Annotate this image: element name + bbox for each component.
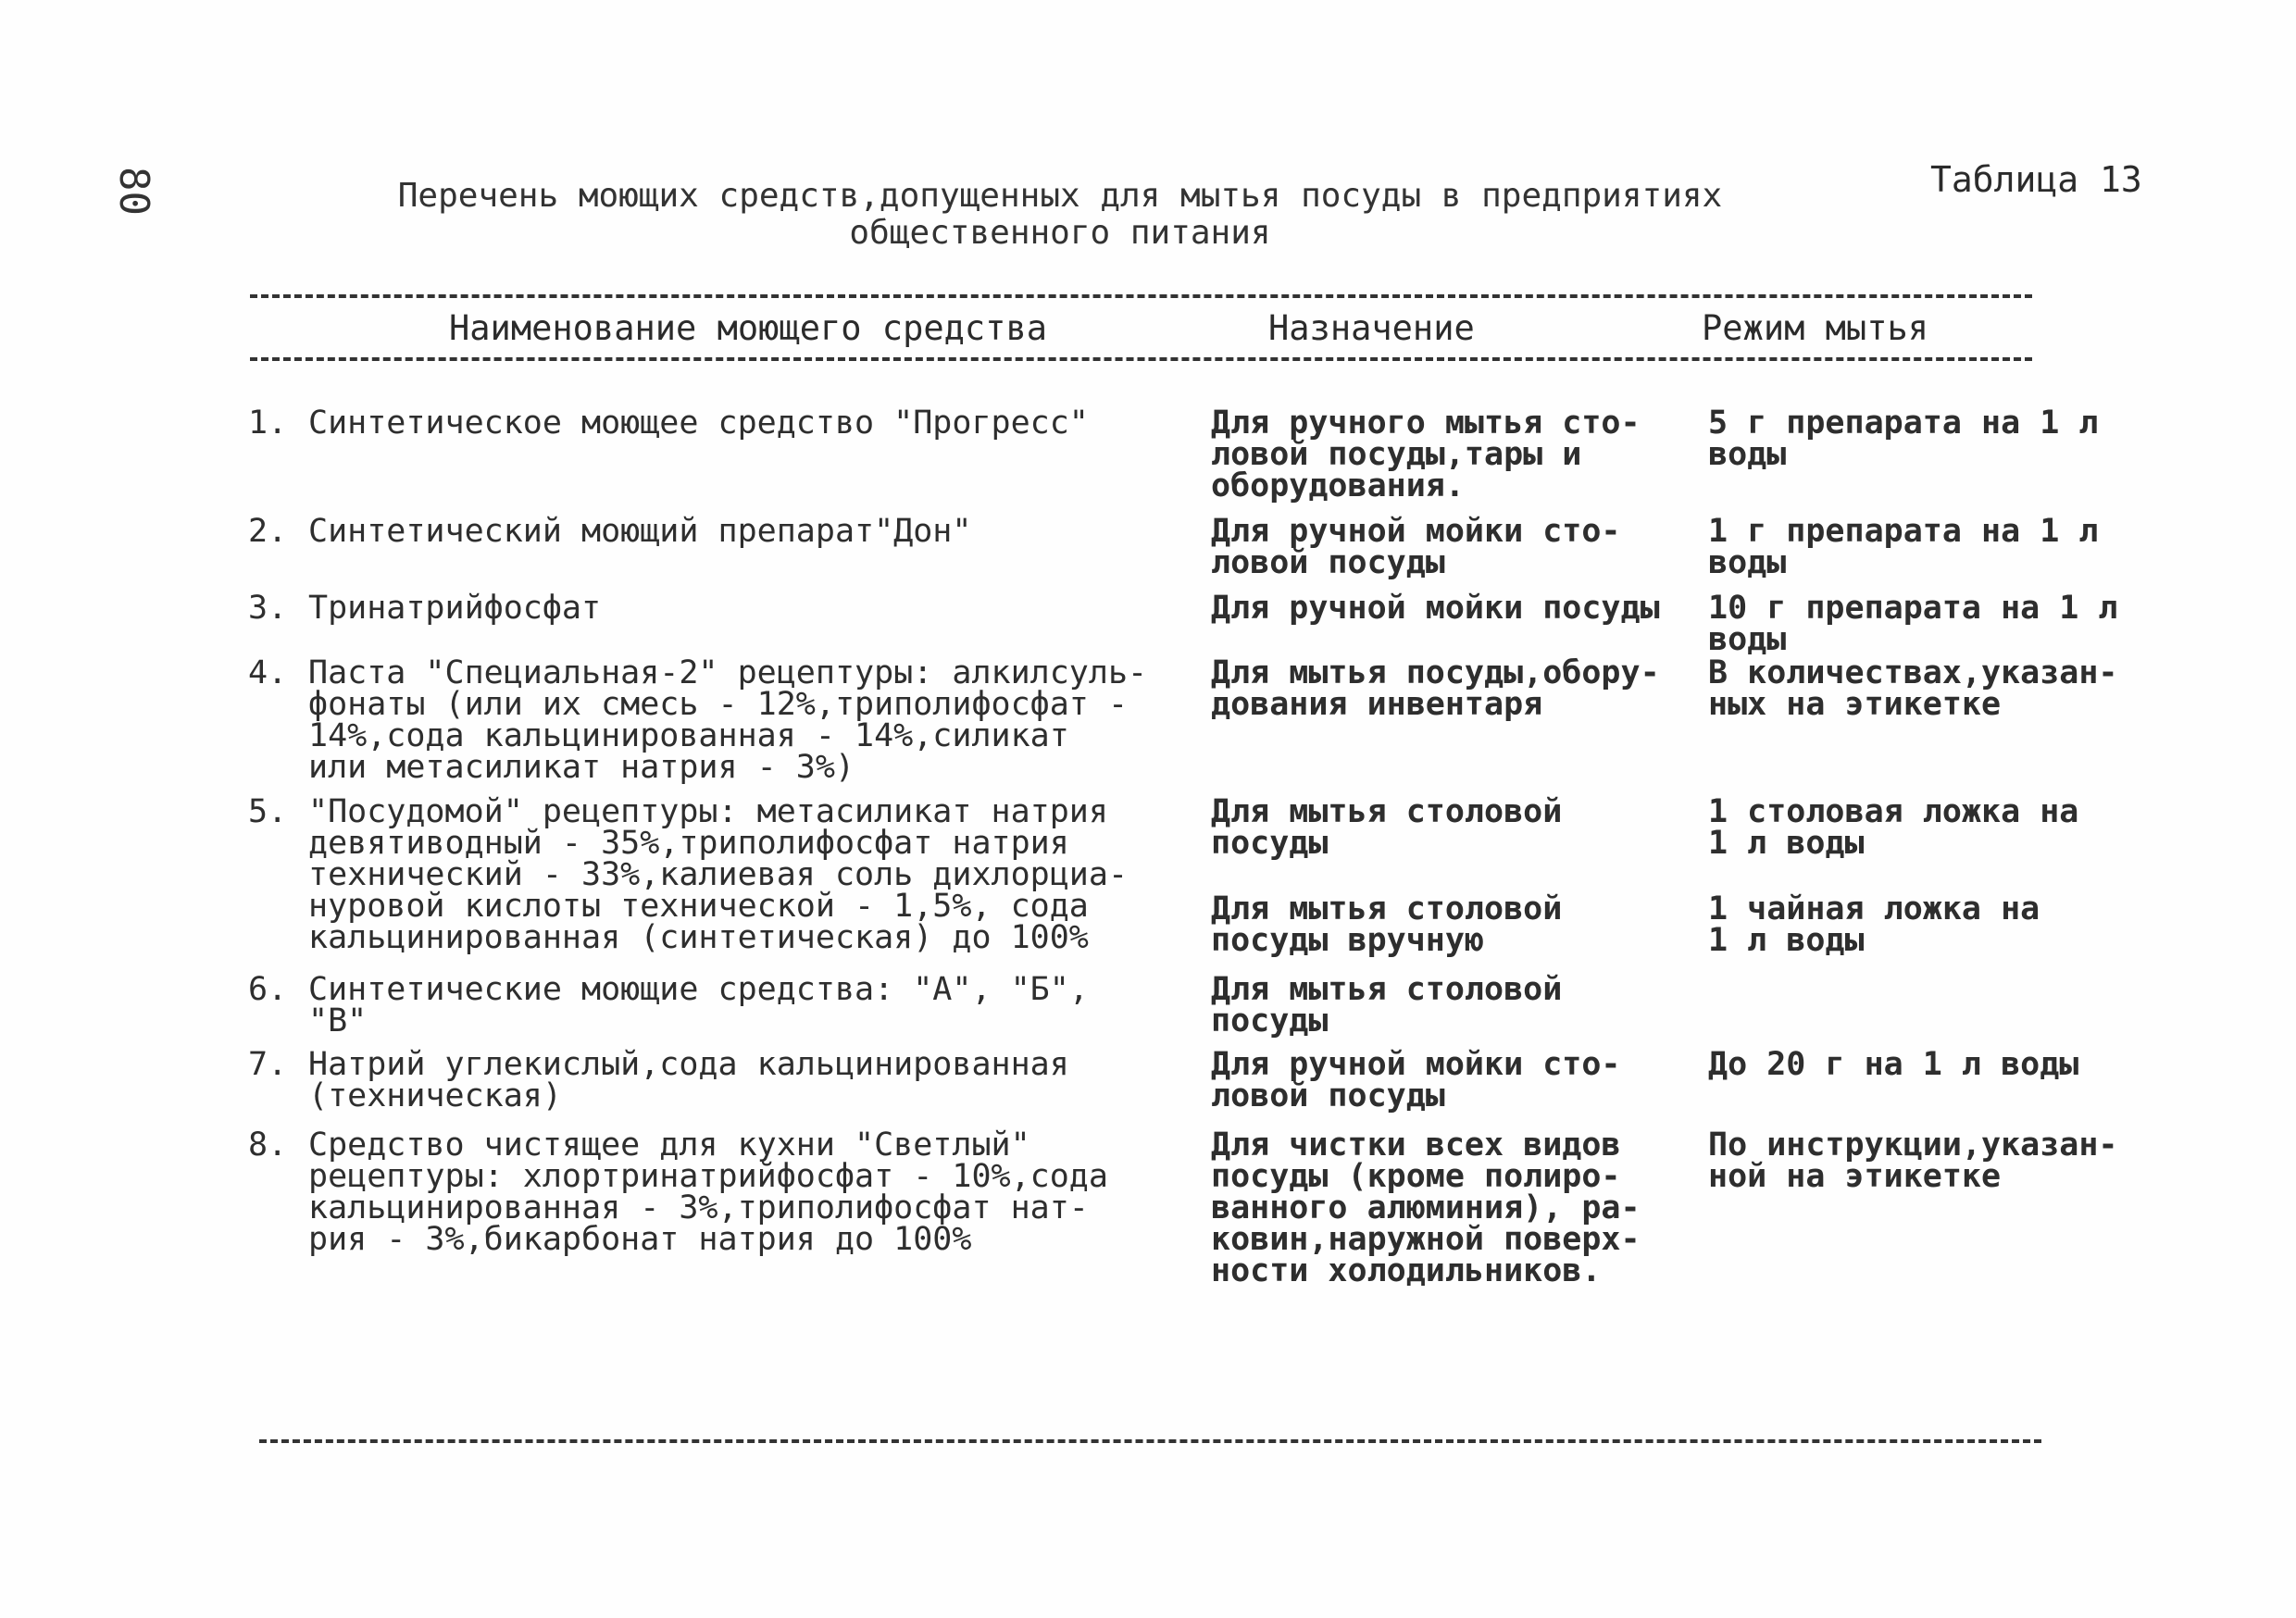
row-name: Натрий углекислый,сода кальцинированная (техническая) [308,1046,1069,1114]
row-name: Средство чистящее для кухни "Светлый" рецептуры: хлортринатрийфосфат - 10%,сода кальцинированная - 3%,триполифосфат нат- рия - 3%,бикарбонат натрия до 100% [308,1126,1108,1258]
row-purpose: Для чистки всех видов посуды (кроме полиро- ванного алюминия), ра- ковин,наружной поверх- ности холодильников. [1211,1126,1641,1289]
row-mode: 5 г препарата на 1 л воды [1708,404,2099,473]
row-name: "Посудомой" рецептуры: метасиликат натрия девятиводный - 35%,триполифосфат натрия технический - 33%,калиевая соль дихлорциа- нуровой кислоты технической - 1,5%, сода кальцинированная (синтетическая) до 100% [308,793,1129,956]
table-label: Таблица 13 [1930,159,2142,200]
row-number: 2. [248,513,288,550]
row-number: 3. [248,590,288,627]
row-purpose: Для мытья посуды,обору- дования инвентаря [1211,654,1660,723]
row-mode: По инструкции,указан- ной на этикетке [1708,1126,2118,1195]
table-top-rule [250,294,2032,298]
row-number: 1. [248,404,288,442]
row-name: Синтетический моющий препарат"Дон" [308,513,972,550]
header-purpose: Назначение [1268,308,1475,348]
row-name: Тринатрийфосфат [308,590,602,627]
row-name: Синтетическое моющее средство "Прогресс" [308,404,1089,442]
title-line-2: общественного питания [849,214,1271,252]
row-purpose: Для ручной мойки сто- ловой посуды [1211,1046,1621,1114]
row-number: 6. [248,971,288,1008]
row-purpose-a: Для мытья столовой посуды [1211,793,1563,862]
row-purpose-b: Для мытья столовой посуды вручную [1211,890,1563,959]
row-mode-b: 1 чайная ложка на 1 л воды [1708,890,2040,959]
row-number: 5. [248,793,288,830]
row-mode: 10 г препарата на 1 л воды [1708,590,2118,658]
row-name: Синтетические моющие средства: "А", "Б", "В" [308,971,1089,1039]
row-mode: До 20 г на 1 л воды [1708,1046,2079,1083]
header-name: Наименование моющего средства [449,308,1048,348]
row-purpose: Для мытья столовой посуды [1211,971,1563,1039]
row-mode-a: 1 столовая ложка на 1 л воды [1708,793,2079,862]
table-bottom-rule [259,1439,2041,1443]
page-title [366,178,1754,252]
header-bottom-rule [250,357,2032,361]
row-mode: В количествах,указан- ных на этикетке [1708,654,2118,723]
row-name: Паста "Специальная-2" рецептуры: алкилсуль- фонаты (или их смесь - 12%,триполифосфат - 14%,сода кальцинированная - 14%,силикат или метасиликат натрия - 3%) [308,654,1148,786]
header-mode: Режим мытья [1702,308,1929,348]
row-number: 4. [248,654,288,691]
row-purpose: Для ручной мойки сто- ловой посуды [1211,513,1621,581]
row-purpose: Для ручного мытья сто- ловой посуды,тары и оборудования. [1211,404,1641,504]
title-line-1: Перечень моющих средств,допущенных для мытья посуды в предприятиях [397,177,1723,215]
row-purpose: Для ручной мойки посуды [1211,590,1660,627]
row-mode: 1 г препарата на 1 л воды [1708,513,2099,581]
row-number: 8. [248,1126,288,1164]
page-number: 80 [110,167,157,216]
row-number: 7. [248,1046,288,1083]
